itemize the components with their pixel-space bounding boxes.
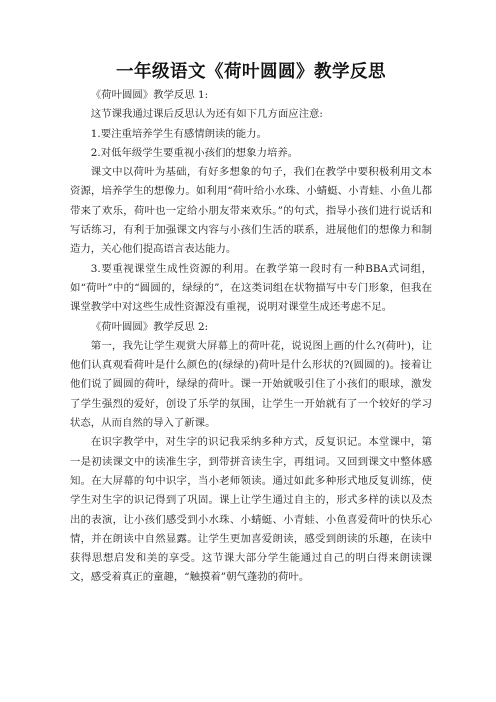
paragraph-first: 第一，我先让学生观赏大屏幕上的荷叶花，说说图上画的什么?(荷叶)，让他们认真观看荷叶是什么颜色的(绿绿的)荷叶是什么形状的?(圆圆的)。接着让他们说了圆圆的荷叶，绿绿的荷叶。课一开始就吸引住了小孩们的眼球，激发了学生强烈的爱好，创设了乐学的氛围，让学生一开始就有了一个较好的学习状态，从而自然的导入了新课。 [70, 339, 432, 430]
paragraph-point-2: 2.对低年级学生要重视小孩们的想象力培养。 [90, 146, 299, 159]
paragraph-point-1: 1.要注重培养学生有感情朗读的能力。 [90, 127, 267, 140]
document-body [70, 86, 432, 588]
document-title: 一年级语文《荷叶圆圆》教学反思 [116, 62, 386, 82]
section-heading-2: 《荷叶圆圆》教学反思 2: [90, 320, 209, 333]
section-heading-1: 《荷叶圆圆》教学反思 1: [90, 89, 209, 101]
paragraph-literacy: 在识字教学中，对生字的识记我采纳多种方式，反复识记。本堂课中，第一是初读课文中的读准生字，到带拼音读生字，再组词。又回到课文中整体感知。在大屏幕的句中识字，当小老师领读。通过如此多种形式地反复训练，使学生对生字的识记得到了巩固。课上让学生通过自主的，形式多样的读以及杰出的表演，让小孩们感受到小水珠、小蜻蜓、小青蛙、小鱼喜爱荷叶的快乐心情，并在朗读中自然显露。让学生更加喜爱朗读，感受到朗读的乐趣，在读中获得思想启发和美的享受。这节课大部分学生能通过自己的明白得来朗读课文，感受着真正的童趣，“触摸着”朝气蓬勃的荷叶。 [70, 436, 432, 584]
paragraph-intro: 这节课我通过课后反思认为还有如下几方面应注意: [90, 108, 323, 121]
paragraph-imagination: 课文中以荷叶为基础，有好多想象的句子，我们在教学中要积极利用文本资源，培养学生的想像力。如利用“荷叶给小水珠、小蜻蜓、小青蛙、小鱼儿都带来了欢乐，荷叶也一定给小朋友带来欢乐。”的句式，指导小孩们进行说话和写话练习，有利于加强课文内容与小孩们生活的联系，进展他们的想像力和制造力，关心他们提高语言表达能力。 [70, 166, 432, 256]
paragraph-point-3: 3.要重视课堂生成性资源的利用。在教学第一段时有一种BBA式词组，如“荷叶”中的“圆圆的，绿绿的”，在这类词组在状物描写中专门形象，但我在课堂教学中对这些生成性资源没有重视，说明对课堂生成还考虑不足。 [70, 262, 432, 314]
